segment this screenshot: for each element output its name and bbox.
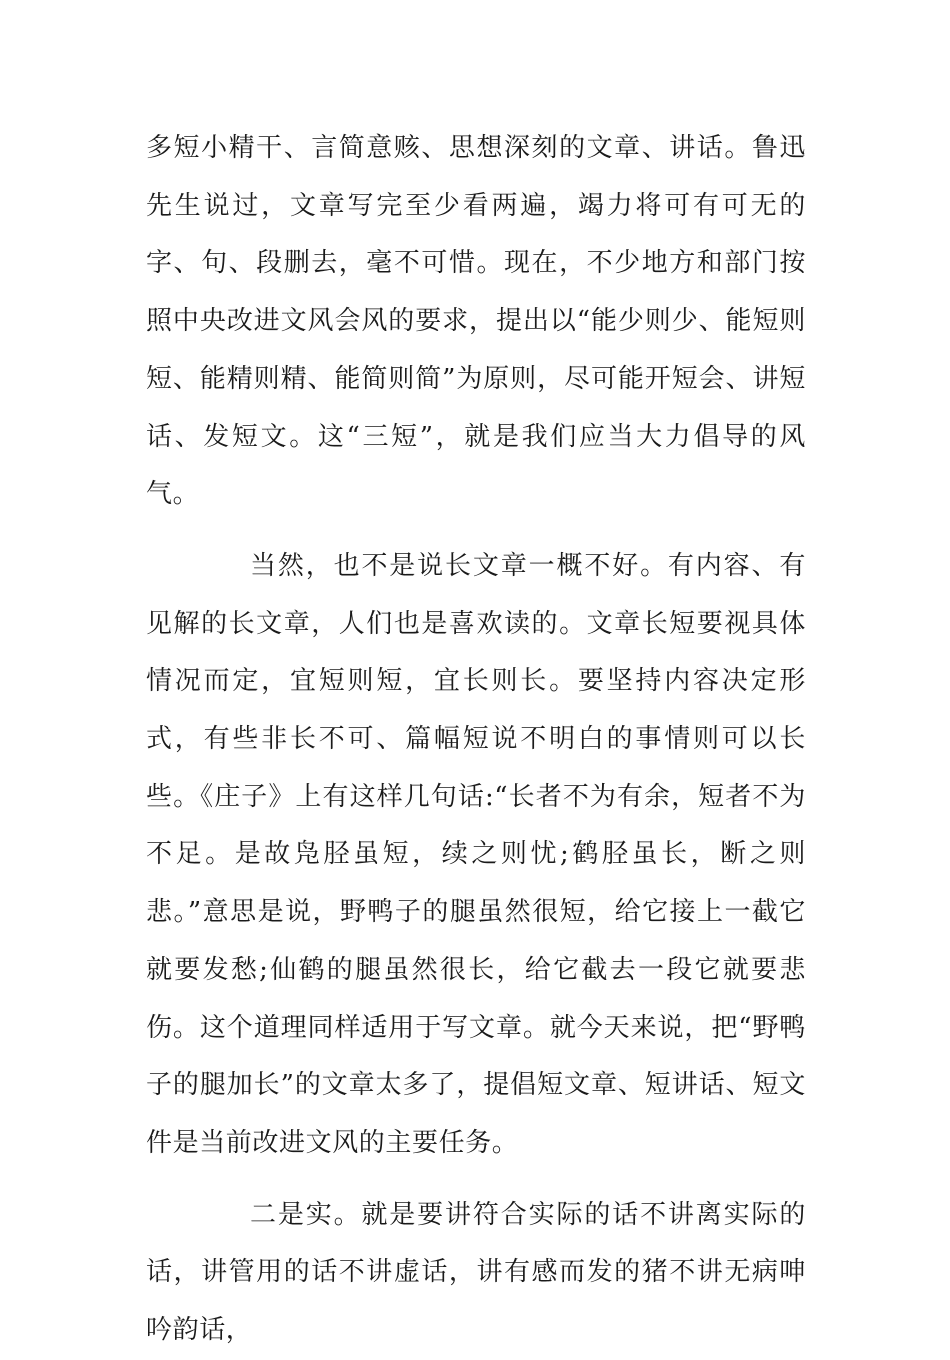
paragraph-3: 二是实。就是要讲符合实际的话不讲离实际的话，讲管用的话不讲虚话，讲有感而发的猪不讲无病呻吟韵话， <box>146 1199 806 1346</box>
paragraph-1: 多短小精干、言简意赅、思想深刻的文章、讲话。鲁迅先生说过，文章写完至少看两遍，竭力将可有可无的字、句、段删去，毫不可惜。现在，不少地方和部门按照中央改进文风会风的要求，提出以“能少则少、能短则短、能精则精、能简则简”为原则，尽可能开短会、讲短话、发短文。这“三短”，就是我们应当大力倡导的风气。 <box>146 133 806 510</box>
paragraph-2: 当然，也不是说长文章一概不好。有内容、有见解的长文章，人们也是喜欢读的。文章长短要视具体情况而定，宜短则短，宜长则长。要坚持内容决定形式，有些非长不可、篇幅短说不明白的事情则可以长些。《庄子》上有这样几句话:“长者不为有余，短者不为不足。是故凫胫虽短，续之则忧;鹤胫虽长，断之则悲。”意思是说，野鸭子的腿虽然很短，给它接上一截它就要发愁;仙鹤的腿虽然很长，给它截去一段它就要悲伤。这个道理同样适用于写文章。就今天来说，把“野鸭子的腿加长”的文章太多了，提倡短文章、短讲话、短文件是当前改进文风的主要任务。 <box>146 550 806 1158</box>
body-text <box>146 120 806 1360</box>
